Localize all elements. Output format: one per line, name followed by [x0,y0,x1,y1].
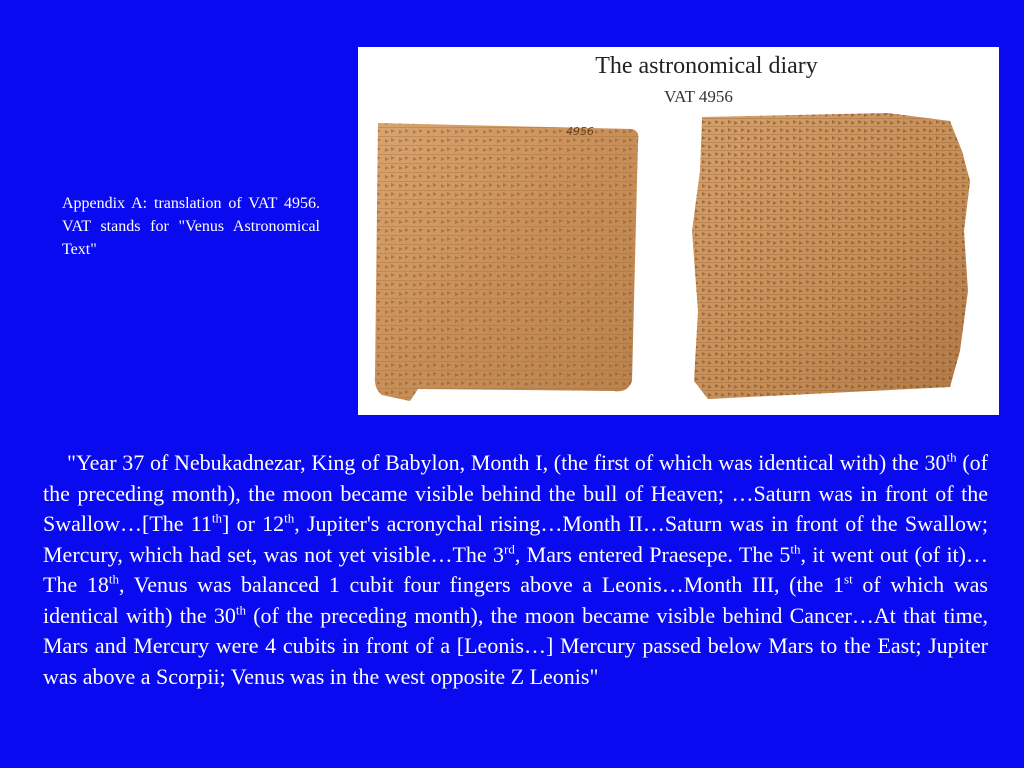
translation-text: "Year 37 of Nebukadnezar, King of Babylon, Month I, (the first of which was identical with) the 30th (of the preceding month), the moon became visible behind the bull of Heaven; …Saturn was in front of the Swallow…[The 11th] or 12th, Jupiter's acronychal rising…Month II…Saturn was in front of the Swallow; Mercury, which had set, was not yet visible…The 3rd, Mars entered Praesepe. The 5th, it went out (of it)…The 18th, Venus was balanced 1 cubit four fingers above a Leonis…Month III, (the 1st of which was identical with) the 30th (of the preceding month), the moon became visible behind Cancer…At that time, Mars and Mercury were 4 cubits in front of a [Leonis…] Mercury passed below Mars to the East; Jupiter was above a Scorpii; Venus was in the west opposite Z Leonis" [43,449,989,689]
tablet-right-image [688,111,978,403]
tablet-scribble: 4956 [566,125,594,138]
tablet-left-image [370,119,645,404]
figure-title: The astronomical diary [595,53,818,79]
figure-subtitle: VAT 4956 [664,87,733,106]
appendix-caption: Appendix A: translation of VAT 4956. VAT stands for "Venus Astronomical Text" [62,195,320,258]
tablet-figure [358,47,999,415]
